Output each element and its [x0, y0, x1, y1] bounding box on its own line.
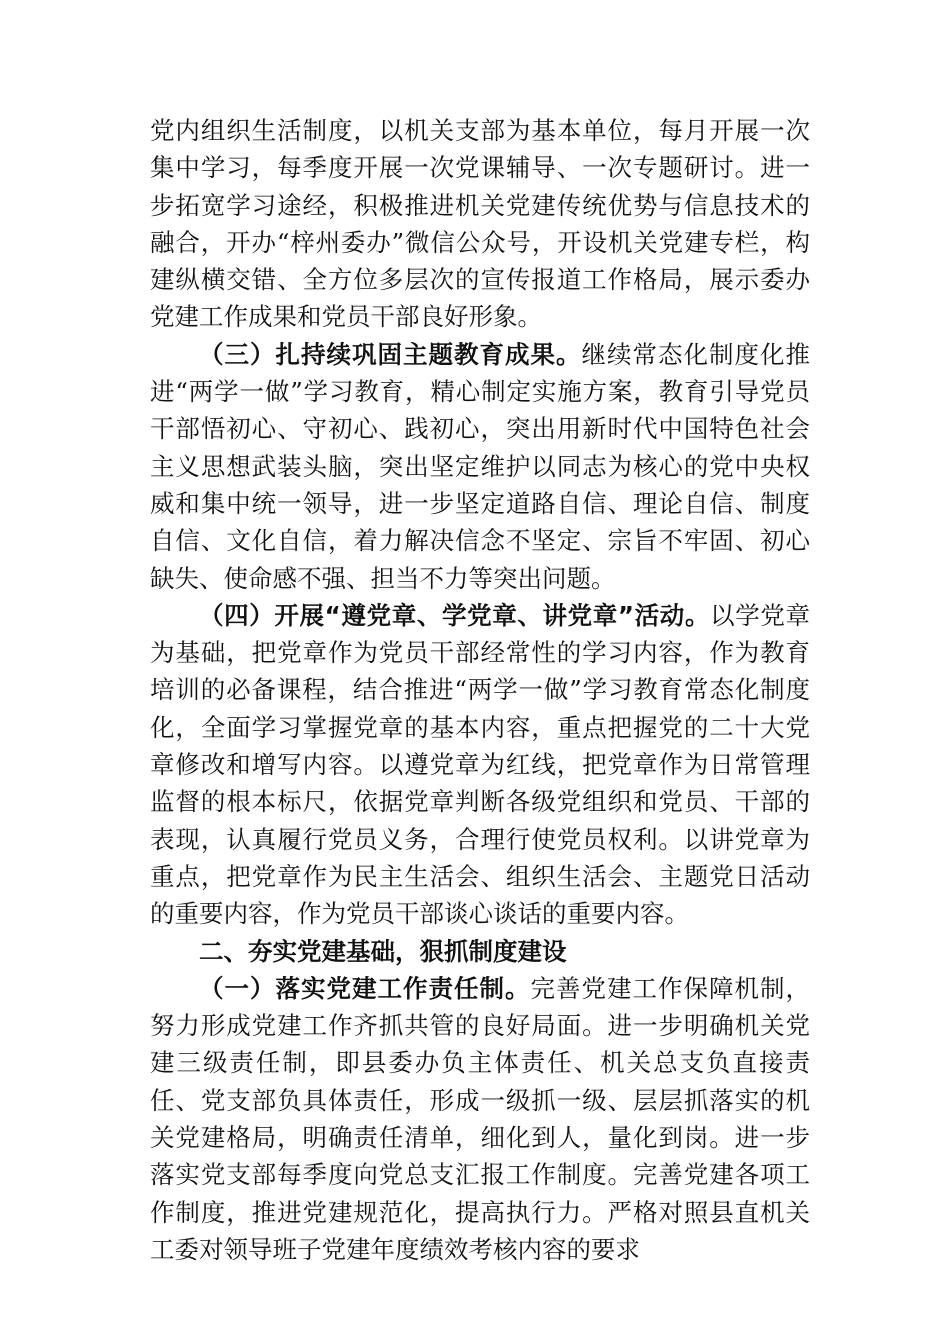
- paragraph-2: [150, 336, 810, 597]
- paragraph-4-body: 完善党建工作保障机制，努力形成党建工作齐抓共管的良好局面。进一步明确机关党建三级责任制，即县委办负主体责任、机关总支负直接责任、党支部负具体责任，形成一级抓一级、层层抓落实的机关党建格局，明确责任清单，细化到人，量化到岗。进一步落实党支部每季度向党总支汇报工作制度。完善党建各项工作制度，推进党建规范化，提高执行力。严格对照县直机关工委对领导班子党建年度绩效考核内容的要求: [150, 973, 810, 1264]
- paragraph-3-body: 以学党章为基础，把党章作为党员干部经常性的学习内容，作为教育培训的必备课程，结合推进“两学一做”学习教育常态化制度化，全面学习掌握党章的基本内容，重点把握党的二十大党章修改和增写内容。以遵党章为红线，把党章作为日常管理监督的根本标尺，依据党章判断各级党组织和党员、干部的表现，认真履行党员义务，合理行使党员权利。以讲党章为重点，把党章作为民主生活会、组织生活会、主题党日活动的重要内容，作为党员干部谈心谈话的重要内容。: [150, 600, 811, 929]
- section-heading: 二、夯实党建基础，狠抓制度建设: [199, 936, 567, 966]
- paragraph-3-title: （四）开展“遵党章、学党章、讲党章”活动。: [199, 600, 711, 630]
- paragraph-4: [150, 970, 810, 1268]
- document-body: [150, 112, 810, 1268]
- paragraph-4-title: （一）落实党建工作责任制。: [199, 973, 531, 1003]
- paragraph-2-body: 继续常态化制度化推进“两学一做”学习教育，精心制定实施方案，教育引导党员干部悟初心、守初心、践初心，突出用新时代中国特色社会主义思想武装头脑，突出坚定维护以同志为核心的党中央权威和集中统一领导，进一步坚定道路自信、理论自信、制度自信、文化自信，着力解决信念不坚定、宗旨不牢固、初心缺失、使命感不强、担当不力等突出问题。: [150, 339, 810, 593]
- paragraph-2-title: （三）扎持续巩固主题教育成果。: [199, 339, 582, 369]
- paragraph-1: 党内组织生活制度，以机关支部为基本单位，每月开展一次集中学习，每季度开展一次党课辅导、一次专题研讨。进一步拓宽学习途经，积极推进机关党建传统优势与信息技术的融合，开办“梓州委办”微信公众号，开设机关党建专栏，构建纵横交错、全方位多层次的宣传报道工作格局，展示委办党建工作成果和党员干部良好形象。: [150, 116, 810, 332]
- paragraph-3: [150, 597, 810, 933]
